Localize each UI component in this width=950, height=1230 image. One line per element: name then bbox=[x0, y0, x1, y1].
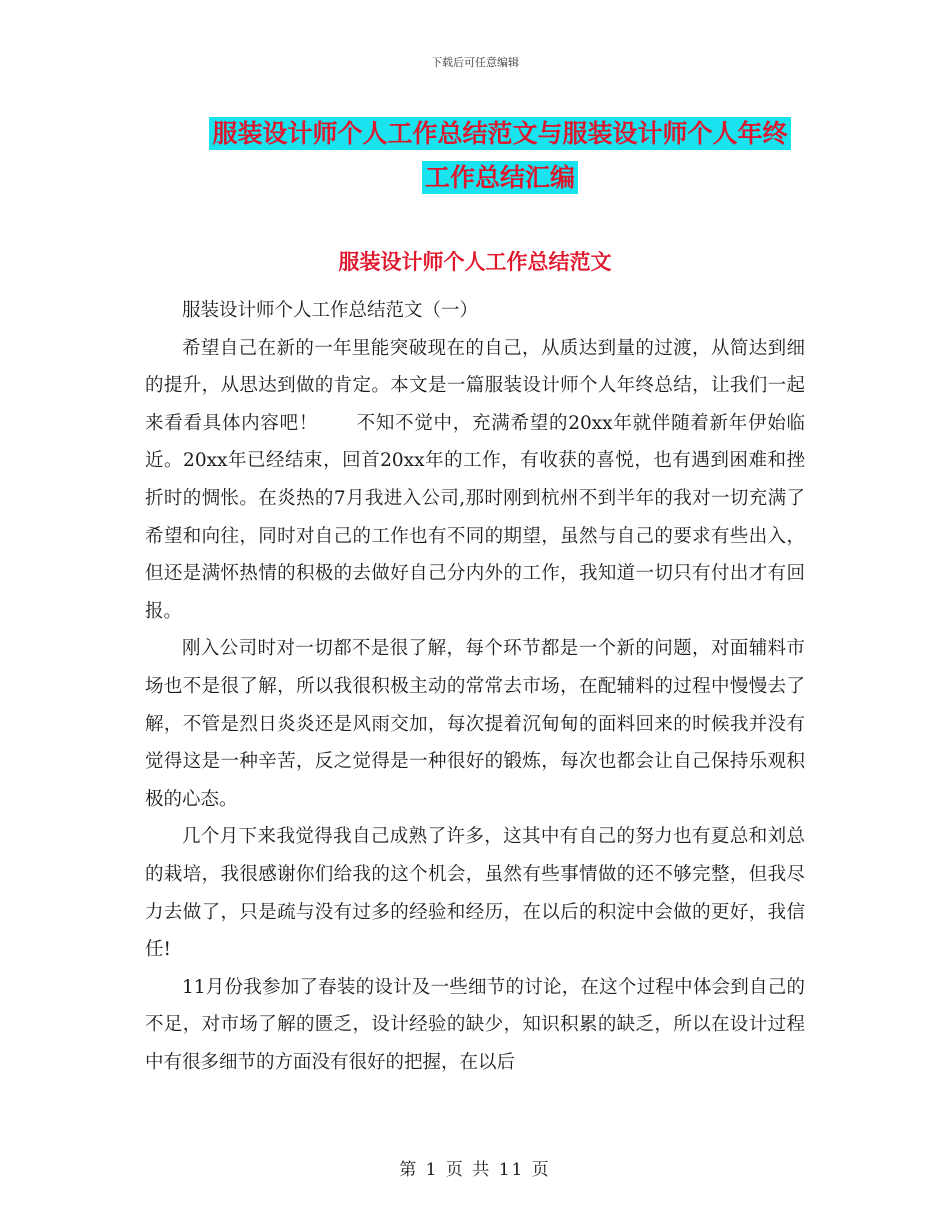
document-title-line-1: 服装设计师个人工作总结范文与服装设计师个人年终 bbox=[209, 117, 790, 150]
page-header: 下载后可任意编辑 bbox=[431, 56, 519, 69]
paragraph: 几个月下来我觉得我自己成熟了许多，这其中有自己的努力也有夏总和刘总的栽培，我很感谢你们给我的这个机会，虽然有些事情做的还不够完整，但我尽力去做了，只是疏与没有过多的经验和经历，在以后的积淀中会做的更好，我信任! bbox=[145, 826, 805, 961]
paragraph: 刚入公司时对一切都不是很了解，每个环节都是一个新的问题，对面辅料市场也不是很了解，所以我很积极主动的常常去市场，在配辅料的过程中慢慢去了解，不管是烈日炎炎还是风雨交加，每次提着沉甸甸的面料回来的时候我并没有觉得这是一种辛苦，反之觉得是一种很好的锻炼，每次也都会让自己保持乐观积极的心态。 bbox=[145, 638, 805, 810]
document-title bbox=[140, 112, 860, 200]
document-title-line-2: 工作总结汇编 bbox=[422, 161, 578, 194]
paragraph: 11月份我参加了春装的设计及一些细节的讨论，在这个过程中体会到自己的不足，对市场了解的匮乏，设计经验的缺少，知识积累的缺乏，所以在设计过程中有很多细节的方面没有很好的把握，在以后 bbox=[145, 976, 805, 1073]
paragraph: 服装设计师个人工作总结范文（一） bbox=[182, 300, 479, 321]
body-text bbox=[145, 292, 805, 1081]
paragraph: 希望自己在新的一年里能突破现在的自己，从质达到量的过渡，从简达到细的提升，从思达到做的肯定。本文是一篇服装设计师个人年终总结，让我们一起来看看具体内容吧！ 不知不觉中，充满希望的20xx年就伴随着新年伊始临近。20xx年已经结束，回首20xx年的工作，有收获的喜悦，也有遇到困难和挫折时的惆怅。在炎热的7月我进入公司,那时刚到杭州不到半年的我对一切充满了希望和向往，同时对自己的工作也有不同的期望，虽然与自己的要求有些出入，但还是满怀热情的积极的去做好自己分内外的工作，我知道一切只有付出才有回报。 bbox=[145, 337, 805, 622]
page-footer: 第 1 页 共 11 页 bbox=[399, 1160, 551, 1180]
section-title: 服装设计师个人工作总结范文 bbox=[338, 250, 612, 274]
